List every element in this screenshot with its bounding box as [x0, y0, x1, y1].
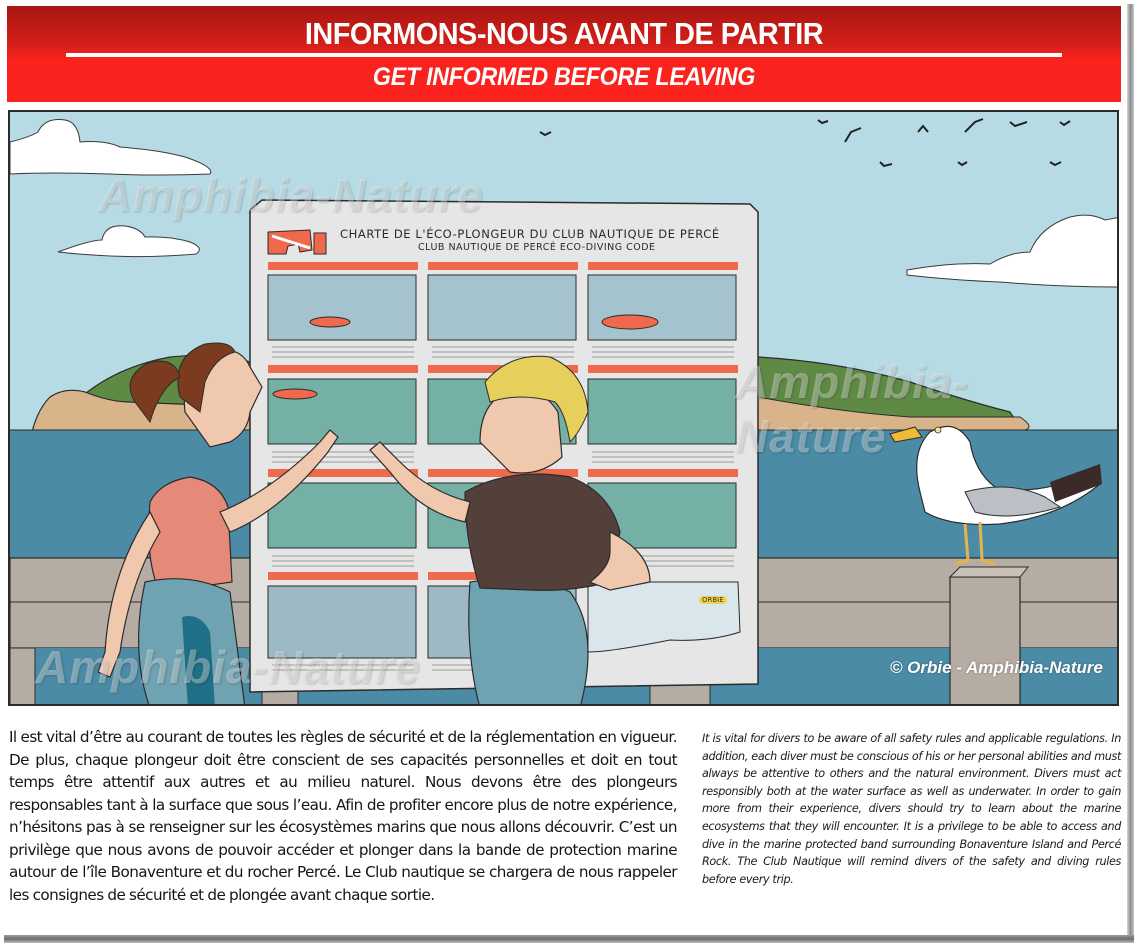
body-text-french: Il est vital d’être au courant de toutes les règles de sécurité et de la réglementation en vigueur. De plus, chaque plongeur doit être conscient de ses capacités personnelles et doit en tout temps être attentif aux autres et au milieu naturel. Nous devons être des plongeurs responsables tant à la surface que sous l’eau. Afin de profiter encore plus de notre expérience, n’hésitons pas à se renseigner sur les écosystèmes marins que nous allons découvrir. C’est un privilège que nous avons de pouvoir accéder et plonger dans la bande de protection marine autour de l’île Bonaventure et du rocher Percé. Le Club nautique se chargera de nous rappeler les consignes de sécurité et de plongée avant chaque sortie. [9, 728, 677, 904]
copyright-credit: © Orbie - Amphibia-Nature [889, 658, 1103, 677]
page-shadow-right [1127, 4, 1134, 943]
illustration [8, 110, 1119, 706]
poster-signature: ORBIE [699, 596, 727, 604]
poster-subtitle: CLUB NAUTIQUE DE PERCÉ ECO-DIVING CODE [418, 242, 656, 253]
page-shadow-bottom [4, 935, 1134, 943]
body-text-english: It is vital for divers to be aware of all safety rules and applicable regulations. In addition, each diver must be conscious of his or her personal abilities and must always be attentive to others and the natural environment. Divers must act responsibly both at the water surface as well as underwater. In order to gain more from their experience, divers should try to learn about the marine ecosystems that they will encounter. It is a privilege to be able to access and dive in the marine protected band surrounding Bonaventure Island and Percé Rock. The Club Nautique will remind divers of the safety and diving rules before every trip. [702, 732, 1121, 886]
page-title-french: INFORMONS-NOUS AVANT DE PARTIR [304, 16, 824, 51]
header-divider [66, 53, 1062, 57]
illustration-scene [10, 112, 1119, 706]
page-title-english: GET INFORMED BEFORE LEAVING [372, 63, 756, 91]
watermark: Amphibia-Nature [35, 641, 421, 693]
poster-title: CHARTE DE L'ÉCO-PLONGEUR DU CLUB NAUTIQUE DE PERCÉ [340, 227, 720, 241]
header-banner [7, 6, 1121, 102]
watermark: Amphibia-Nature [98, 169, 484, 221]
watermark: Amphibia-Nature [735, 356, 969, 462]
